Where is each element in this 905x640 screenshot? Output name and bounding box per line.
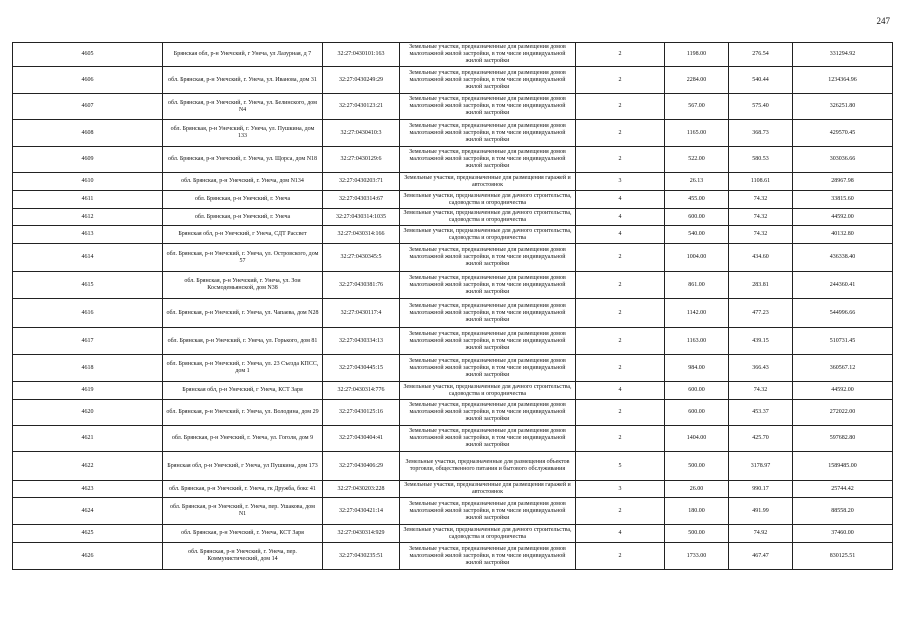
specific-value-cell: 276.54 [729,43,793,67]
cadastral-number-cell: 32:27:0430314:776 [323,382,400,400]
row-number: 4612 [13,209,163,226]
address-cell: обл. Брянская, р-н Унечский, г. Унеча, ул. Щорса, дом N18 [163,147,323,173]
land-use-cell: Земельные участки, предназначенные для размещения домов малоэтажной жилой застройки, в том числе индивидуальной жилой застройки [400,543,576,570]
row-number: 4622 [13,452,163,481]
cadastral-number-cell: 32:27:0430410:3 [323,120,400,147]
group-cell: 2 [576,426,665,452]
area-cell: 600.00 [665,209,729,226]
row-number: 4620 [13,400,163,426]
area-cell: 26.00 [665,481,729,498]
area-cell: 861.00 [665,272,729,299]
cadastral-number-cell: 32:27:0430314:1035 [323,209,400,226]
specific-value-cell: 467.47 [729,543,793,570]
land-use-cell: Земельные участки, предназначенные для дачного строительства, садоводства и огородничества [400,209,576,226]
address-cell: обл. Брянская, р-н Унечский, г. Унеча, ул. Пушкина, дом 133 [163,120,323,147]
row-number: 4625 [13,525,163,543]
specific-value-cell: 74.32 [729,226,793,244]
cadastral-number-cell: 32:27:0430129:6 [323,147,400,173]
area-cell: 2284.00 [665,67,729,94]
cadastral-value-cell: 44592.00 [793,382,893,400]
address-cell: обл. Брянская, р-н Унечский, г. Унеча [163,209,323,226]
cadastral-value-cell: 436338.40 [793,244,893,272]
group-cell: 3 [576,173,665,191]
land-use-cell: Земельные участки, предназначенные для дачного строительства, садоводства и огородничества [400,191,576,209]
land-use-cell: Земельные участки, предназначенные для размещения домов малоэтажной жилой застройки, в том числе индивидуальной жилой застройки [400,328,576,355]
cadastral-number-cell: 32:27:0430125:16 [323,400,400,426]
table-row [13,543,893,570]
address-cell: обл. Брянская, р-н Унечский, г. Унеча, ул. Белинского, дом N4 [163,94,323,120]
cadastral-value-cell: 331294.92 [793,43,893,67]
row-number: 4618 [13,355,163,382]
area-cell: 540.00 [665,226,729,244]
cadastral-value-cell: 44592.00 [793,209,893,226]
table-body [13,43,893,570]
specific-value-cell: 575.40 [729,94,793,120]
cadastral-value-cell: 28967.98 [793,173,893,191]
group-cell: 2 [576,543,665,570]
table-row [13,67,893,94]
specific-value-cell: 990.17 [729,481,793,498]
land-use-cell: Земельные участки, предназначенные для размещения домов малоэтажной жилой застройки, в том числе индивидуальной жилой застройки [400,299,576,328]
area-cell: 600.00 [665,400,729,426]
group-cell: 2 [576,328,665,355]
group-cell: 2 [576,43,665,67]
row-number: 4617 [13,328,163,355]
table-row [13,481,893,498]
land-use-cell: Земельные участки, предназначенные для размещения домов малоэтажной жилой застройки, в том числе индивидуальной жилой застройки [400,244,576,272]
land-use-cell: Земельные участки, предназначенные для размещения домов малоэтажной жилой застройки, в том числе индивидуальной жилой застройки [400,94,576,120]
specific-value-cell: 434.60 [729,244,793,272]
area-cell: 984.00 [665,355,729,382]
cadastral-number-cell: 32:27:0430117:4 [323,299,400,328]
specific-value-cell: 439.15 [729,328,793,355]
row-number: 4606 [13,67,163,94]
land-use-cell: Земельные участки, предназначенные для размещения домов малоэтажной жилой застройки, в том числе индивидуальной жилой застройки [400,355,576,382]
table-row [13,299,893,328]
address-cell: Брянская обл, р-н Унечский, г Унеча, ул Лазурная, д 7 [163,43,323,67]
table-row [13,382,893,400]
cadastral-registry-table [12,42,893,570]
land-use-cell: Земельные участки, предназначенные для размещения домов малоэтажной жилой застройки, в том числе индивидуальной жилой застройки [400,400,576,426]
cadastral-value-cell: 303036.66 [793,147,893,173]
row-number: 4616 [13,299,163,328]
cadastral-number-cell: 32:27:0430249:29 [323,67,400,94]
area-cell: 1733.00 [665,543,729,570]
row-number: 4605 [13,43,163,67]
cadastral-value-cell: 25744.42 [793,481,893,498]
table-row [13,244,893,272]
table-row [13,272,893,299]
specific-value-cell: 3178.97 [729,452,793,481]
specific-value-cell: 491.99 [729,498,793,525]
table-row [13,147,893,173]
group-cell: 2 [576,498,665,525]
specific-value-cell: 283.81 [729,272,793,299]
specific-value-cell: 540.44 [729,67,793,94]
address-cell: обл. Брянская, р-н Унечский, г. Унеча, ул. Иванова, дом 31 [163,67,323,94]
cadastral-value-cell: 830125.51 [793,543,893,570]
cadastral-number-cell: 32:27:0430406:29 [323,452,400,481]
row-number: 4607 [13,94,163,120]
land-use-cell: Земельные участки, предназначенные для размещения гаражей и автостоянок [400,481,576,498]
area-cell: 567.00 [665,94,729,120]
cadastral-value-cell: 88558.20 [793,498,893,525]
cadastral-value-cell: 37460.00 [793,525,893,543]
row-number: 4608 [13,120,163,147]
address-cell: обл. Брянская, р-н Унечский, г. Унеча, ул. Володина, дом 29 [163,400,323,426]
cadastral-value-cell: 597682.80 [793,426,893,452]
cadastral-number-cell: 32:27:0430203:71 [323,173,400,191]
table-row [13,43,893,67]
address-cell: обл. Брянская, р-н Унечский, г. Унеча, пер. Ушакова, дом N1 [163,498,323,525]
row-number: 4613 [13,226,163,244]
table-row [13,426,893,452]
table-row [13,173,893,191]
cadastral-number-cell: 32:27:0430314:166 [323,226,400,244]
table-row [13,498,893,525]
cadastral-value-cell: 544996.66 [793,299,893,328]
land-use-cell: Земельные участки, предназначенные для размещения объектов торговли, общественного питания и бытового обслуживания [400,452,576,481]
group-cell: 2 [576,299,665,328]
table-row [13,400,893,426]
row-number: 4626 [13,543,163,570]
cadastral-value-cell: 360567.12 [793,355,893,382]
table-row [13,452,893,481]
table-row [13,94,893,120]
specific-value-cell: 580.53 [729,147,793,173]
area-cell: 26.13 [665,173,729,191]
address-cell: обл. Брянская, р-н Унечский, г. Унеча, ул. Чапаева, дом N28 [163,299,323,328]
table-row [13,355,893,382]
land-use-cell: Земельные участки, предназначенные для дачного строительства, садоводства и огородничества [400,525,576,543]
address-cell: обл. Брянская, р-н Унечский, г. Унеча [163,191,323,209]
row-number: 4623 [13,481,163,498]
group-cell: 2 [576,120,665,147]
group-cell: 2 [576,94,665,120]
group-cell: 2 [576,355,665,382]
cadastral-value-cell: 33815.60 [793,191,893,209]
row-number: 4621 [13,426,163,452]
cadastral-value-cell: 1234364.96 [793,67,893,94]
group-cell: 2 [576,147,665,173]
cadastral-number-cell: 32:27:0430101:163 [323,43,400,67]
cadastral-number-cell: 32:27:0430345:5 [323,244,400,272]
cadastral-value-cell: 1589485.00 [793,452,893,481]
specific-value-cell: 477.23 [729,299,793,328]
area-cell: 1198.00 [665,43,729,67]
table-row [13,191,893,209]
cadastral-number-cell: 32:27:0430123:21 [323,94,400,120]
area-cell: 455.00 [665,191,729,209]
area-cell: 1004.00 [665,244,729,272]
address-cell: обл. Брянская, р-н Унечский, г. Унеча, дом N134 [163,173,323,191]
group-cell: 5 [576,452,665,481]
address-cell: Брянская обл, р-н Унечский, г Унеча, КСТ Заря [163,382,323,400]
land-use-cell: Земельные участки, предназначенные для размещения домов малоэтажной жилой застройки, в том числе индивидуальной жилой застройки [400,43,576,67]
address-cell: обл. Брянская, р-н Унечский, г. Унеча, ул. Зои Космодемьянской, дом N38 [163,272,323,299]
group-cell: 4 [576,226,665,244]
row-number: 4611 [13,191,163,209]
cadastral-value-cell: 40132.80 [793,226,893,244]
specific-value-cell: 74.32 [729,382,793,400]
cadastral-number-cell: 32:27:0430334:13 [323,328,400,355]
group-cell: 2 [576,400,665,426]
land-use-cell: Земельные участки, предназначенные для размещения домов малоэтажной жилой застройки, в том числе индивидуальной жилой застройки [400,67,576,94]
group-cell: 2 [576,67,665,94]
area-cell: 1163.00 [665,328,729,355]
specific-value-cell: 74.92 [729,525,793,543]
address-cell: обл. Брянская, р-н Унечский, г. Унеча, КСТ Заря [163,525,323,543]
cadastral-number-cell: 32:27:0430203:228 [323,481,400,498]
cadastral-number-cell: 32:27:0430381:76 [323,272,400,299]
address-cell: обл. Брянская, р-н Унечский, г. Унеча, пер. Коммунистический, дом 14 [163,543,323,570]
table-row [13,226,893,244]
address-cell: обл. Брянская, р-н Унечский, г. Унеча, ул. Островского, дом 57 [163,244,323,272]
cadastral-number-cell: 32:27:0430404:41 [323,426,400,452]
address-cell: обл. Брянская, р-н Унечский, г. Унеча, ул. 23 Съезда КПСС, дом 1 [163,355,323,382]
land-use-cell: Земельные участки, предназначенные для размещения домов малоэтажной жилой застройки, в том числе индивидуальной жилой застройки [400,426,576,452]
group-cell: 4 [576,382,665,400]
row-number: 4615 [13,272,163,299]
area-cell: 1404.00 [665,426,729,452]
address-cell: обл. Брянская, р-н Унечский, г. Унеча, ул. Горького, дом 81 [163,328,323,355]
table-row [13,120,893,147]
row-number: 4624 [13,498,163,525]
specific-value-cell: 425.70 [729,426,793,452]
group-cell: 2 [576,244,665,272]
cadastral-value-cell: 510731.45 [793,328,893,355]
area-cell: 522.00 [665,147,729,173]
cadastral-number-cell: 32:27:0430314:67 [323,191,400,209]
area-cell: 1165.00 [665,120,729,147]
cadastral-number-cell: 32:27:0430421:14 [323,498,400,525]
land-use-cell: Земельные участки, предназначенные для размещения домов малоэтажной жилой застройки, в том числе индивидуальной жилой застройки [400,498,576,525]
land-use-cell: Земельные участки, предназначенные для дачного строительства, садоводства и огородничества [400,226,576,244]
cadastral-value-cell: 326251.80 [793,94,893,120]
land-use-cell: Земельные участки, предназначенные для дачного строительства, садоводства и огородничества [400,382,576,400]
land-use-cell: Земельные участки, предназначенные для размещения домов малоэтажной жилой застройки, в том числе индивидуальной жилой застройки [400,272,576,299]
cadastral-value-cell: 244360.41 [793,272,893,299]
group-cell: 2 [576,272,665,299]
row-number: 4614 [13,244,163,272]
land-use-cell: Земельные участки, предназначенные для размещения домов малоэтажной жилой застройки, в том числе индивидуальной жилой застройки [400,147,576,173]
cadastral-value-cell: 272022.00 [793,400,893,426]
area-cell: 180.00 [665,498,729,525]
cadastral-value-cell: 429570.45 [793,120,893,147]
land-use-cell: Земельные участки, предназначенные для размещения гаражей и автостоянок [400,173,576,191]
cadastral-number-cell: 32:27:0430235:51 [323,543,400,570]
area-cell: 500.00 [665,452,729,481]
address-cell: обл. Брянская, р-н Унечский, г. Унеча, ул. Гоголя, дом 9 [163,426,323,452]
specific-value-cell: 74.32 [729,209,793,226]
group-cell: 4 [576,191,665,209]
specific-value-cell: 453.37 [729,400,793,426]
cadastral-number-cell: 32:27:0430445:15 [323,355,400,382]
table-row [13,209,893,226]
row-number: 4609 [13,147,163,173]
cadastral-number-cell: 32:27:0430314:929 [323,525,400,543]
area-cell: 600.00 [665,382,729,400]
area-cell: 500.00 [665,525,729,543]
address-cell: Брянская обл, р-н Унечский, г Унеча, СДТ Рассвет [163,226,323,244]
table-row [13,328,893,355]
specific-value-cell: 74.32 [729,191,793,209]
group-cell: 3 [576,481,665,498]
area-cell: 1142.00 [665,299,729,328]
group-cell: 4 [576,209,665,226]
specific-value-cell: 368.73 [729,120,793,147]
address-cell: обл. Брянская, р-н Унечский, г. Унеча, гк Дружба, бокс 41 [163,481,323,498]
address-cell: Брянская обл, р-н Унечский, г Унеча, ул Пушкина, дом 173 [163,452,323,481]
land-use-cell: Земельные участки, предназначенные для размещения домов малоэтажной жилой застройки, в том числе индивидуальной жилой застройки [400,120,576,147]
specific-value-cell: 366.43 [729,355,793,382]
table-row [13,525,893,543]
group-cell: 4 [576,525,665,543]
specific-value-cell: 1108.61 [729,173,793,191]
row-number: 4610 [13,173,163,191]
page-number: 247 [876,16,890,26]
row-number: 4619 [13,382,163,400]
